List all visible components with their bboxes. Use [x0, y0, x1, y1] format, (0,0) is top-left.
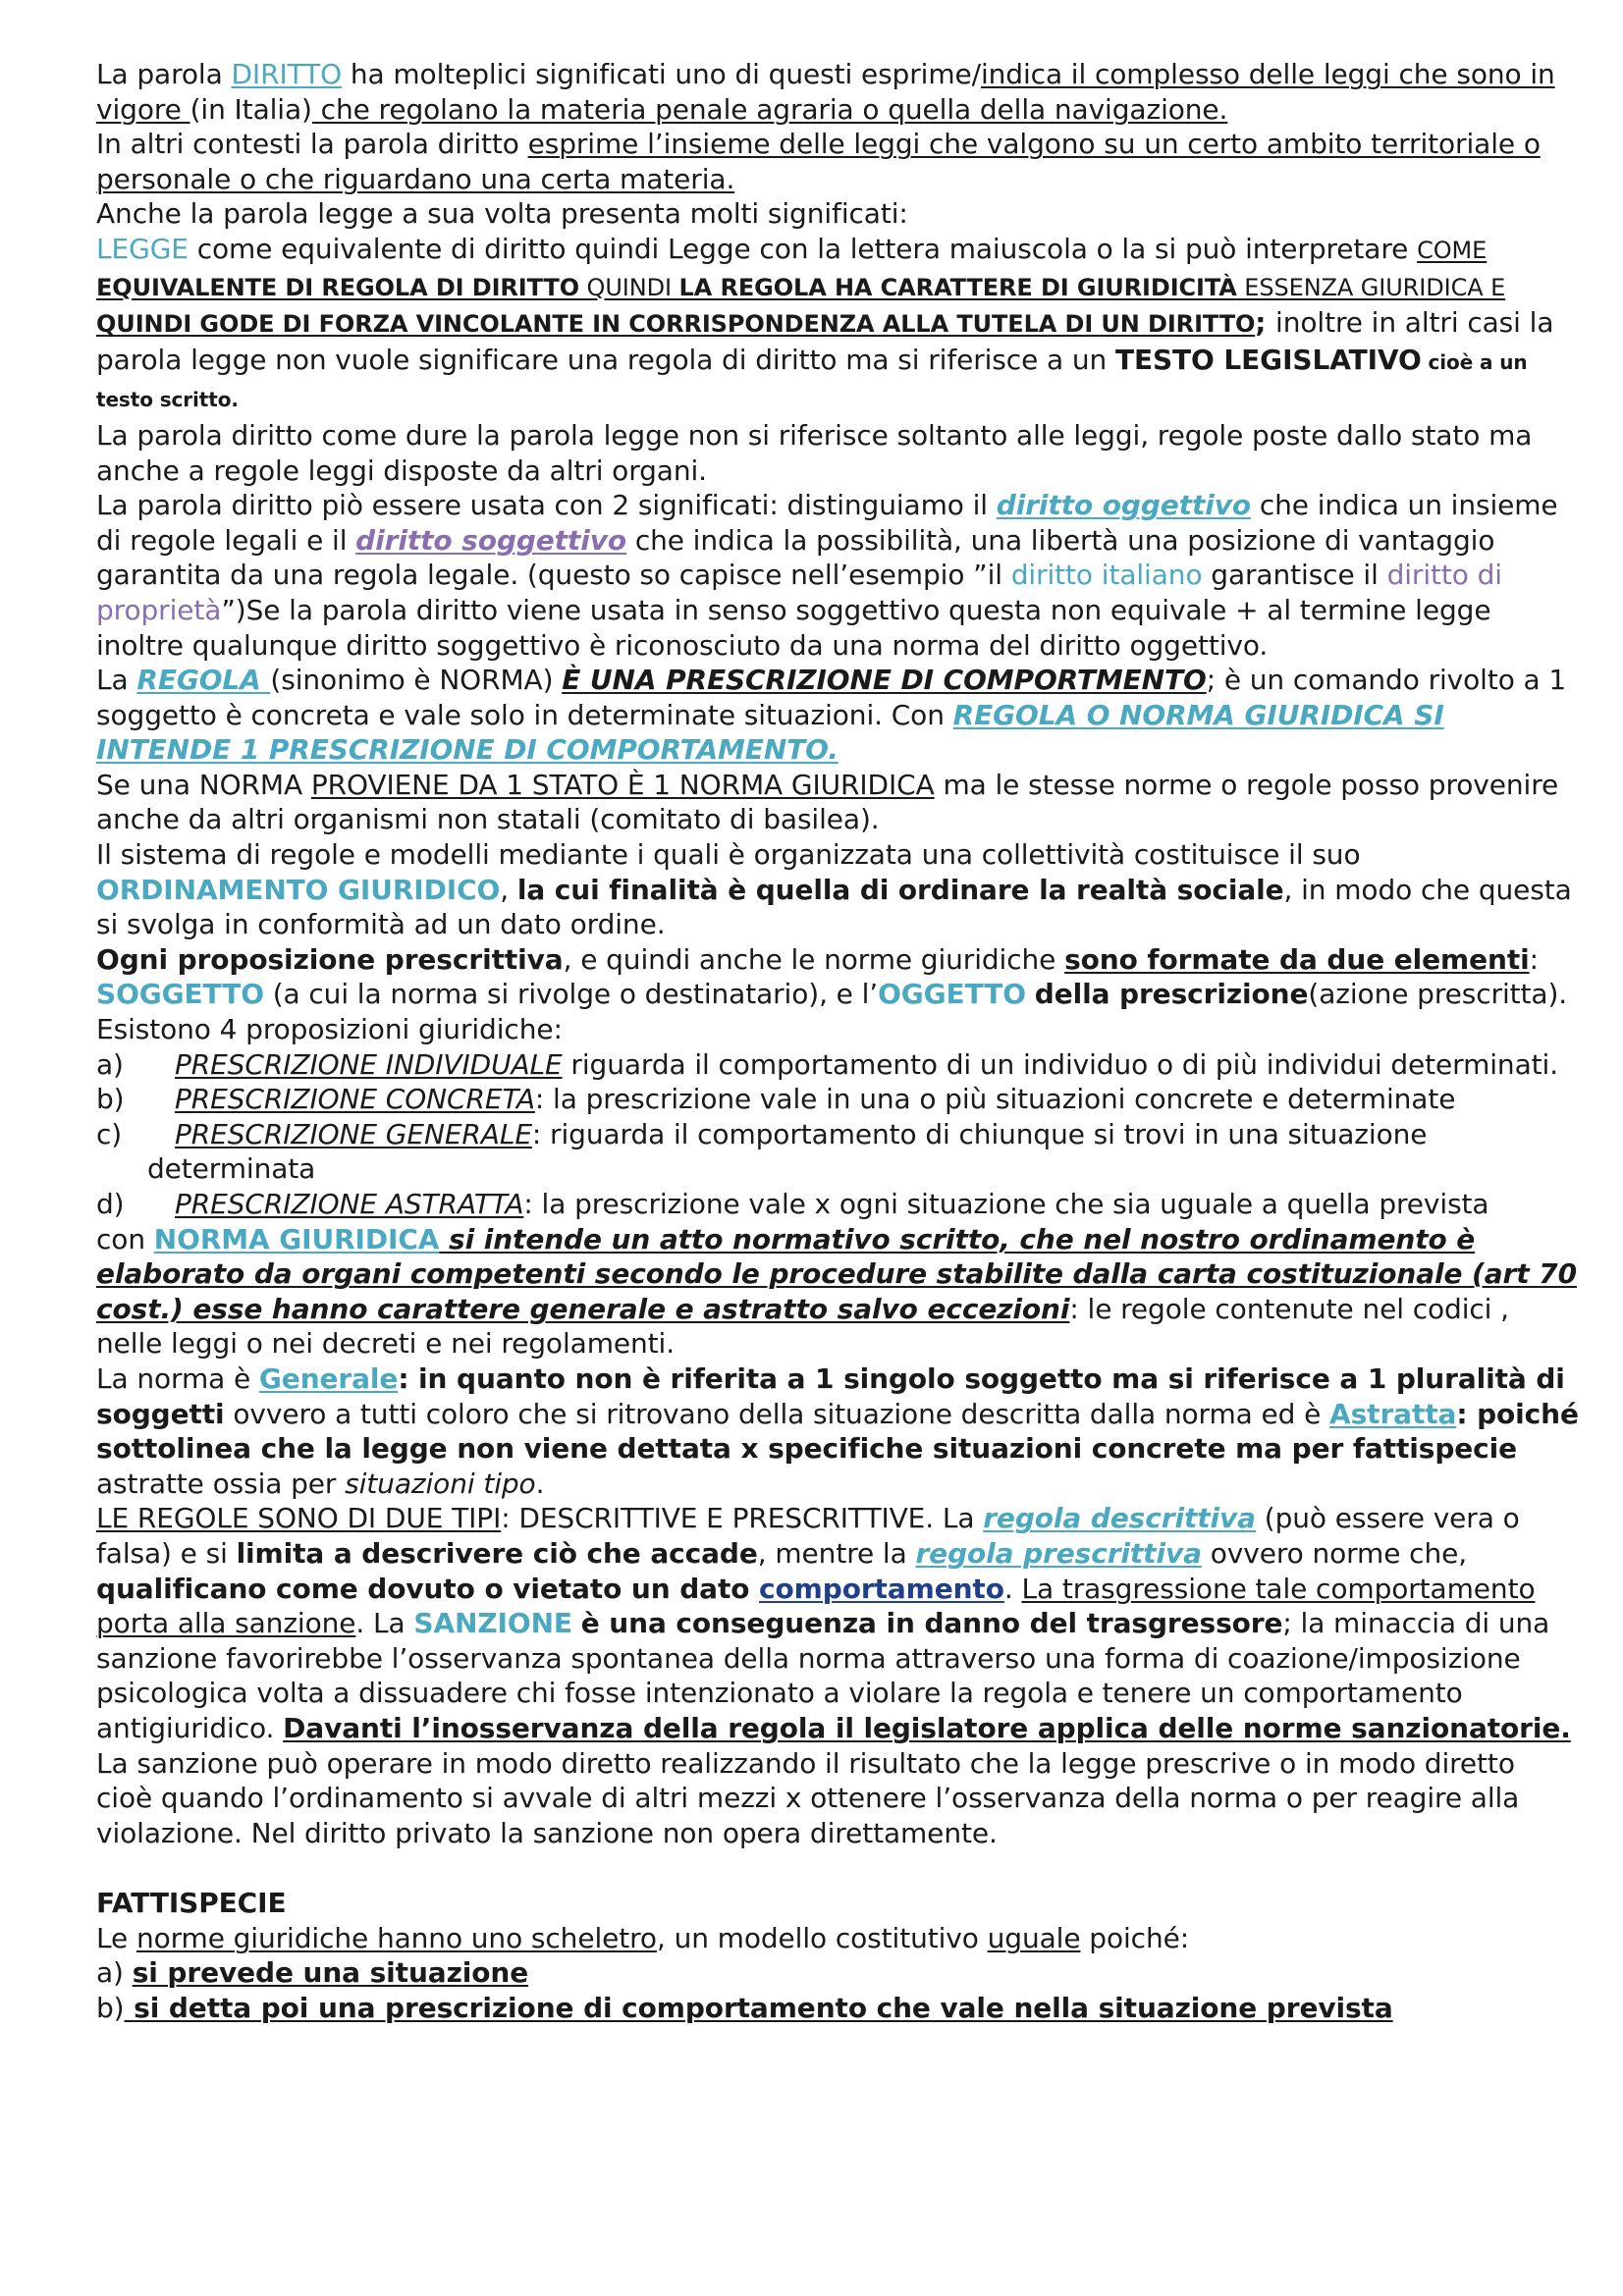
keyword-legge: LEGGE: [96, 232, 189, 265]
list-item: [96, 1955, 1579, 1991]
text: Se una NORMA: [96, 768, 311, 801]
list-marker: a): [96, 1047, 124, 1081]
bold-text: Ogni proposizione prescrittiva: [96, 942, 564, 976]
keyword-regola-descrittiva: regola descrittiva: [983, 1502, 1256, 1535]
keyword-norma-giuridica: NORMA GIURIDICA: [153, 1222, 440, 1255]
paragraph-regola: [96, 663, 1579, 768]
text: Le: [96, 1921, 136, 1954]
list-item: [96, 1991, 1579, 2026]
underlined-text: uguale: [987, 1921, 1081, 1954]
small-text: cioè a un testo scritto.: [96, 349, 1528, 412]
paragraph-proposizione: [96, 942, 1579, 1047]
keyword-sanzione: SANZIONE: [413, 1607, 572, 1640]
text: . La: [355, 1607, 414, 1640]
list-text: si detta poi una prescrizione di comportamento che vale nella situazione prevista: [134, 1992, 1393, 2025]
keyword-diritto: DIRITTO: [231, 58, 343, 90]
text: ; è un comando rivolto a 1 soggetto è concreta e vale solo in determinate situazioni. Con: [96, 664, 1567, 731]
text: astratte ossia per: [96, 1467, 346, 1500]
list-text: : la prescrizione vale x ogni situazione che sia uguale a quella prevista: [523, 1188, 1489, 1220]
bold-text: limita a descrivere ciò che accade: [236, 1536, 758, 1570]
paragraph-fattispecie-intro: [96, 1921, 1579, 1956]
underlined-text: esprime l’insieme delle leggi che valgono su un certo ambito territoriale o personale o che riguardano una certa materia.: [96, 128, 1541, 195]
list-marker: a): [96, 1956, 124, 1990]
text: ovvero a tutti coloro che si ritrovano della situazione descritta dalla norma ed è: [224, 1397, 1330, 1430]
list-term: PRESCRIZIONE CONCRETA: [175, 1083, 535, 1116]
caps-bold-text: LA REGOLA HA CARATTERE DI GIURIDICITÀ: [678, 273, 1237, 301]
text: [1026, 978, 1035, 1010]
list-term: PRESCRIZIONE INDIVIDUALE: [175, 1047, 563, 1081]
text: Il sistema di regole e modelli mediante i quali è organizzata una collettività costituisce il suo: [96, 838, 1361, 872]
text: garantisce il: [1202, 559, 1387, 592]
bold-text: qualificano come dovuto o vietato un dato: [96, 1572, 760, 1605]
spacer: [96, 1850, 1579, 1886]
keyword-regola-prescrittiva: regola prescrittiva: [915, 1536, 1202, 1570]
text: La norma è: [96, 1362, 259, 1395]
text: (può essere vera o falsa) e si: [96, 1502, 1520, 1570]
keyword-generale: Generale: [258, 1362, 399, 1395]
keyword-regola: REGOLA: [136, 664, 271, 697]
paragraph-diritto-organi: [96, 418, 1579, 488]
text: ,: [500, 873, 517, 906]
paragraph-norma-giuridica: [96, 1222, 1579, 1362]
text: poiché:: [1080, 1921, 1190, 1954]
list-term: PRESCRIZIONE GENERALE: [175, 1117, 532, 1150]
text: .: [1003, 1572, 1022, 1605]
underlined-text: LE REGOLE SONO DI DUE TIPI: [96, 1502, 502, 1535]
keyword-soggetto: SOGGETTO: [96, 978, 264, 1011]
keyword-regola-norma-giuridica: REGOLA O NORMA GIURIDICA SI INTENDE 1 PRESCRIZIONE DI COMPORTAMENTO.: [96, 698, 1444, 767]
keyword-astratta: Astratta: [1329, 1397, 1457, 1430]
text: Anche la parola legge a sua volta presenta molti significati:: [96, 197, 908, 231]
text: ; la minaccia di una sanzione favorirebbe l’osservanza spontanea della norma attraverso una forma di coazione/imposizione psicologica volta a dissuadere chi fosse intenzionato a violare la regola e tenere un comportamento antigiuridico.: [96, 1607, 1550, 1744]
paragraph-ordinamento: [96, 837, 1579, 942]
underlined-text: norme giuridiche hanno uno scheletro: [135, 1921, 657, 1954]
bold-italic-text: si intende un atto normativo scritto, che nel nostro ordinamento è elaborato da organi competenti secondo le procedure stabilite dalla carta costituzionale (art 70 cost.) esse hanno carattere generale e astratto salvo eccezioni: [96, 1222, 1577, 1325]
text: : DESCRITTIVE E PRESCRITTIVE. La: [501, 1502, 984, 1535]
text: [124, 1956, 133, 1989]
text: (sinonimo è NORMA): [270, 664, 563, 697]
text: .: [535, 1467, 545, 1500]
text: ;: [1255, 306, 1276, 340]
list-item: [96, 1187, 1579, 1222]
bold-text: della prescrizione: [1034, 978, 1309, 1011]
keyword-diritto-oggettivo: diritto oggettivo: [996, 489, 1252, 522]
keyword-diritto-proprieta: diritto di proprietà: [96, 559, 1502, 626]
caps-text: ESSENZA GIURIDICA E: [1236, 273, 1506, 301]
text: La sanzione può operare in modo diretto realizzando il risultato che la legge prescrive o in modo diretto cioè quando l’ordinamento si avvale di altri mezzi x ottenere l’osservanza della norma o per reagire alla violazione. Nel diritto privato la sanzione non opera direttamente.: [96, 1746, 1520, 1849]
bold-italic-text: È UNA PRESCRIZIONE DI COMPORTMENTO: [562, 664, 1207, 697]
text: La parola: [96, 58, 232, 90]
text: che indica la possibilità, una libertà una posizione di vantaggio garantita da una regola legale. (questo so capisce nell’esempio ”il: [96, 523, 1495, 592]
underlined-text: PROVIENE DA 1 STATO È 1 NORMA GIURIDICA: [310, 768, 935, 801]
list-item: [96, 1047, 1579, 1083]
text: ma le stesse norme o regole posso provenire anche da altri organismi non statali (comitato di basilea).: [96, 768, 1559, 836]
list-marker: b): [96, 1992, 125, 2025]
bold-text: la cui finalità è quella di ordinare la realtà sociale: [516, 873, 1284, 906]
text: come equivalente di diritto quindi Legge con la lettera maiuscola o la si può interpretare: [188, 232, 1418, 265]
text: : le regole contenute nel codici , nelle leggi o nei decreti e nei regolamenti.: [96, 1292, 1509, 1361]
bold-underlined-text: sono formate da due elementi: [1064, 942, 1530, 976]
list-marker: c): [96, 1117, 123, 1150]
text: , e quindi anche le norme giuridiche: [563, 942, 1065, 976]
text: ovvero norme che,: [1201, 1536, 1468, 1570]
text: (in Italia): [189, 92, 312, 126]
bold-text: : in quanto non è riferita a 1 singolo soggetto ma si riferisce a 1 pluralità di soggetti: [96, 1362, 1565, 1430]
list-text: si prevede una situazione: [132, 1956, 529, 1990]
paragraph-legge: [96, 232, 1579, 418]
text: , in modo che questa si svolga in conformità ad un dato ordine.: [96, 873, 1572, 941]
text: ha molteplici significati uno di questi esprime/: [342, 58, 981, 90]
paragraph-diritto-significati: [96, 488, 1579, 663]
caps-bold-text: EQUIVALENTE DI REGOLA DI DIRITTO: [96, 273, 579, 301]
text: con: [96, 1222, 154, 1255]
bold-text: è una conseguenza in danno del trasgressore: [580, 1607, 1283, 1640]
text: La parola diritto come dure la parola legge non si riferisce soltanto alle leggi, regole poste dallo stato ma anche a regole leggi disposte da altri organi.: [96, 418, 1533, 487]
list-text: riguarda il comportamento di un individuo o di più individui determinati.: [562, 1047, 1558, 1081]
list-marker: b): [96, 1083, 125, 1116]
list-text: : riguarda il comportamento di chiunque si trovi in una situazione determinata: [147, 1117, 1428, 1186]
document-body: [96, 57, 1579, 2026]
keyword-comportamento: comportamento: [759, 1572, 1004, 1605]
caps-text: COME: [1417, 236, 1488, 264]
paragraph-legge-significati: [96, 196, 1579, 232]
text: [572, 1607, 581, 1639]
paragraph-altri-contesti: [96, 127, 1579, 196]
keyword-oggetto: OGGETTO: [878, 978, 1026, 1011]
caps-text: QUINDI: [579, 273, 679, 301]
underlined-text: che regolano la materia penale agraria o quella della navigazione.: [311, 92, 1228, 126]
text: (a cui la norma si rivolge o destinatario), e l’: [263, 978, 879, 1011]
text: La parola diritto piò essere usata con 2 significati: distinguiamo il: [96, 489, 997, 522]
paragraph-generale-astratta: [96, 1362, 1579, 1501]
paragraph-diritto-definition: [96, 57, 1579, 127]
text: La: [96, 664, 137, 697]
list-item: [96, 1117, 1579, 1187]
bold-underlined-text: Davanti l’inosservanza della regola il legislatore applica delle norme sanzionatorie.: [283, 1711, 1571, 1744]
text: che indica un insieme di regole legali e il: [96, 489, 1558, 557]
list-marker: d): [96, 1188, 125, 1220]
underlined-text: indica il complesso delle leggi che sono in vigore: [96, 58, 1555, 126]
bold-text: : poiché sottolinea che la legge non viene dettata x specifiche situazioni concrete ma per fattispecie: [96, 1397, 1579, 1466]
text: , un modello costitutivo: [656, 1921, 988, 1954]
paragraph-norma-stato: [96, 768, 1579, 837]
list-item: [96, 1082, 1579, 1117]
text: ”)Se la parola diritto viene usata in senso soggettivo questa non equivale + al termine legge inoltre qualunque diritto soggettivo è riconosciuto da una norma del diritto oggettivo.: [96, 593, 1491, 662]
text: (azione prescritta). Esistono 4 proposizioni giuridiche:: [96, 978, 1568, 1046]
list-term: PRESCRIZIONE ASTRATTA: [175, 1188, 524, 1220]
text: [125, 1992, 135, 2024]
keyword-testo-legislativo: TESTO LEGISLATIVO: [1114, 343, 1422, 376]
text: In altri contesti la parola diritto: [96, 128, 528, 161]
italic-text: situazioni tipo: [345, 1467, 536, 1500]
underlined-text: La trasgressione tale comportamento porta alla sanzione: [96, 1572, 1536, 1640]
keyword-diritto-italiano: diritto italiano: [1010, 559, 1203, 592]
text: , mentre la: [757, 1536, 916, 1570]
keyword-diritto-soggettivo: diritto soggettivo: [355, 523, 627, 557]
caps-bold-text: QUINDI GODE DI FORZA VINCOLANTE IN CORRISPONDENZA ALLA TUTELA DI UN DIRITTO: [96, 310, 1256, 339]
paragraph-regole-tipi: [96, 1501, 1579, 1850]
keyword-ordinamento-giuridico: ORDINAMENTO GIURIDICO: [96, 873, 501, 906]
text: :: [1529, 942, 1539, 976]
section-heading-fattispecie: FATTISPECIE: [96, 1887, 287, 1920]
text: inoltre in altri casi la parola legge non vuole significare una regola di diritto ma si riferisce a un: [96, 306, 1554, 376]
list-text: : la prescrizione vale in una o più situazioni concrete e determinate: [534, 1083, 1456, 1116]
